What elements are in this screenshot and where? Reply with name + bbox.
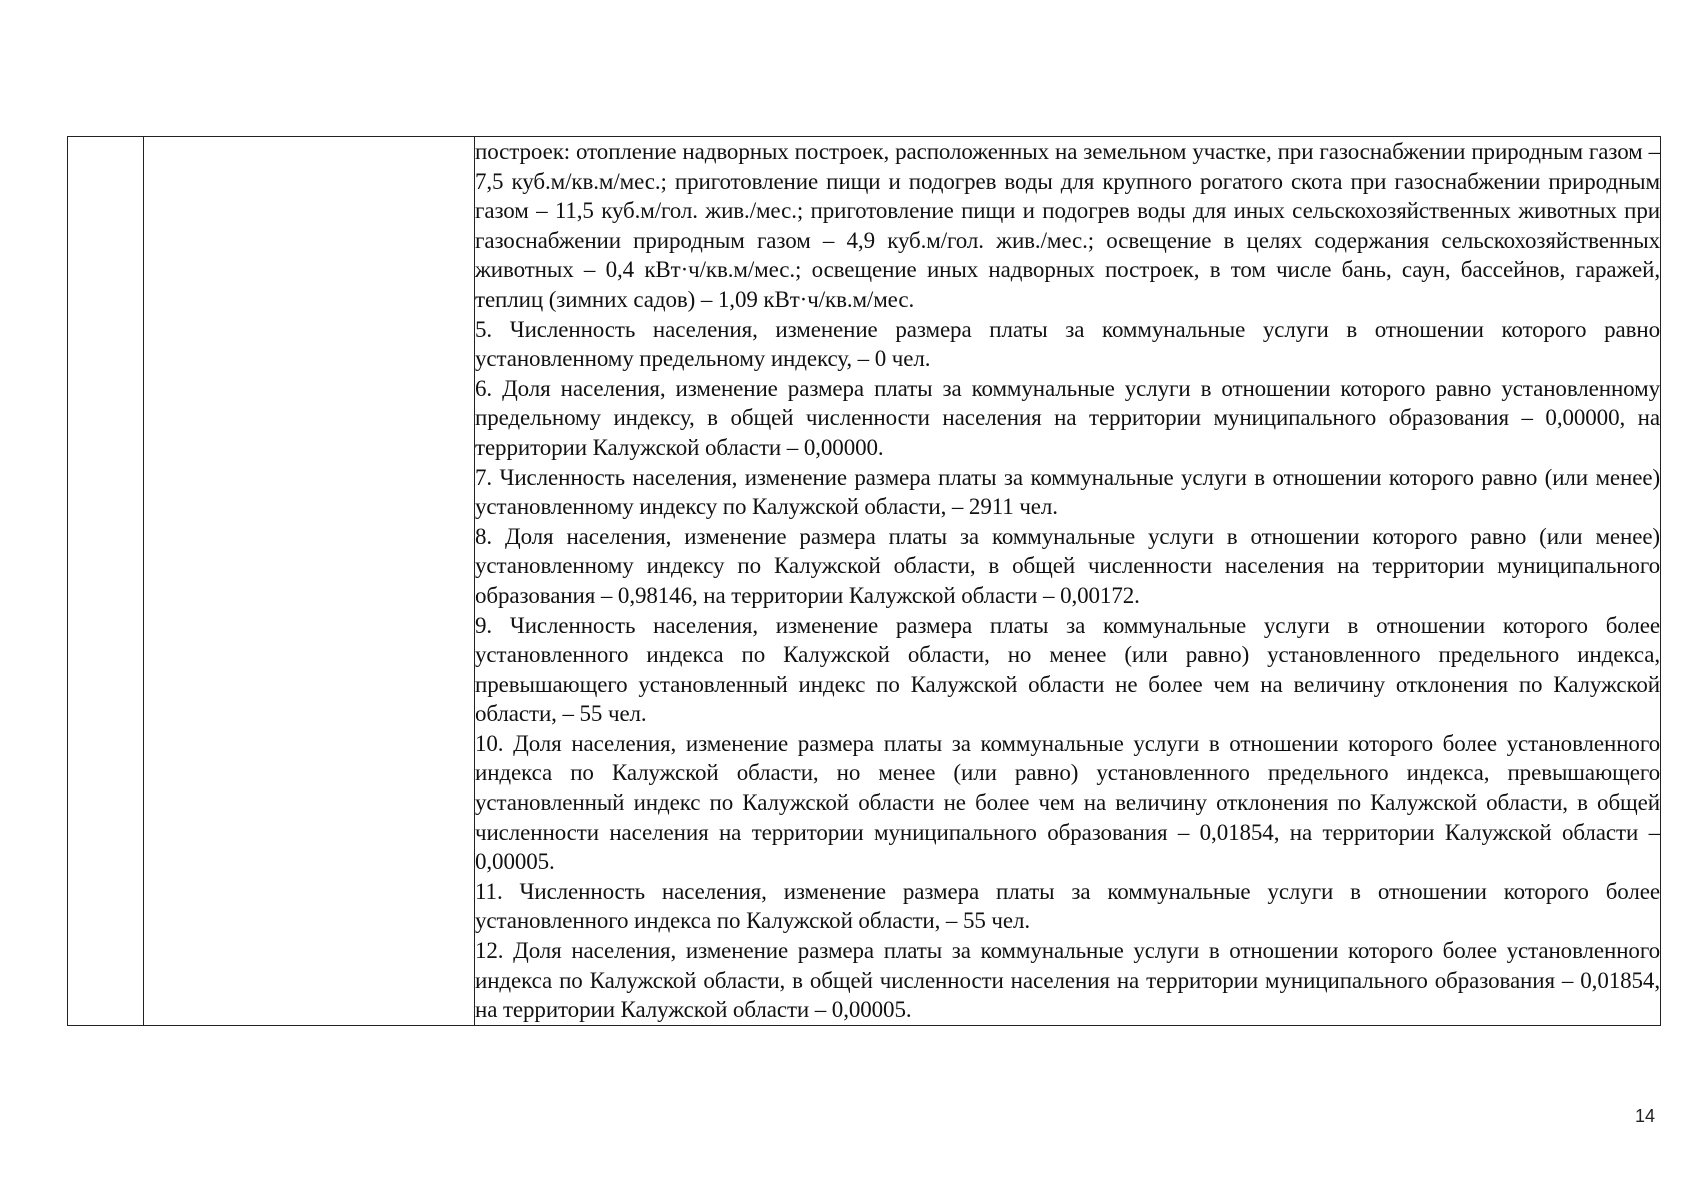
paragraph-item-7: 7. Численность населения, изменение размера платы за коммунальные услуги в отношении которого равно (или менее) установленному индексу по Калужской области, – 2911 чел.	[475, 464, 1660, 520]
paragraph-item-9: 9. Численность населения, изменение размера платы за коммунальные услуги в отношении которого более установленного индекса по Калужской области, но менее (или равно) установленного предельного индекса, превышающего установленный индекс по Калужской области не более чем на величину отклонения по Калужской области, – 55 чел.	[475, 612, 1660, 727]
paragraph-continuation: построек: отопление надворных построек, расположенных на земельном участке, при газоснабжении природным газом – 7,5 куб.м/кв.м/мес.; приготовление пищи и подогрев воды для крупного рогатого скота при газоснабжении природным газом – 11,5 куб.м/гол. жив./мес.; приготовление пищи и подогрев воды для иных сельскохозяйственных животных при газоснабжении природным газом – 4,9 куб.м/гол. жив./мес.; освещение в целях содержания сельскохозяйственных животных – 0,4 кВт·ч/кв.м/мес.; освещение иных надворных построек, в том числе бань, саун, бассейнов, гаражей, теплиц (зимних садов) – 1,09 кВт·ч/кв.м/мес.	[475, 139, 1660, 312]
paragraph-item-6: 6. Доля населения, изменение размера платы за коммунальные услуги в отношении которого равно установленному предельному индексу, в общей численности населения на территории муниципального образования – 0,00000, на территории Калужской области – 0,00000.	[475, 375, 1660, 460]
table-row	[68, 137, 1661, 1026]
row-name-cell	[144, 137, 475, 1026]
paragraph-item-10: 10. Доля населения, изменение размера платы за коммунальные услуги в отношении которого более установленного индекса по Калужской области, но менее (или равно) установленного предельного индекса, превышающего установленный индекс по Калужской области не более чем на величину отклонения по Калужской области, в общей численности населения на территории муниципального образования – 0,01854, на территории Калужской области – 0,00005.	[475, 730, 1660, 875]
paragraph-item-5: 5. Численность населения, изменение размера платы за коммунальные услуги в отношении которого равно установленному предельному индексу, – 0 чел.	[475, 316, 1660, 372]
paragraph-item-8: 8. Доля населения, изменение размера платы за коммунальные услуги в отношении которого равно (или менее) установленному индексу по Калужской области, в общей численности населения на территории муниципального образования – 0,98146, на территории Калужской области – 0,00172.	[475, 523, 1660, 608]
text-block	[475, 137, 1660, 1025]
row-number-cell	[68, 137, 144, 1026]
paragraph-item-11: 11. Численность населения, изменение размера платы за коммунальные услуги в отношении которого более установленного индекса по Калужской области, – 55 чел.	[475, 878, 1660, 934]
row-text-cell	[475, 137, 1661, 1026]
paragraph-item-12: 12. Доля населения, изменение размера платы за коммунальные услуги в отношении которого более установленного индекса по Калужской области, в общей численности населения на территории муниципального образования – 0,01854, на территории Калужской области – 0,00005.	[475, 938, 1660, 1023]
page-number: 14	[1634, 1106, 1655, 1126]
content-table	[67, 136, 1661, 1026]
